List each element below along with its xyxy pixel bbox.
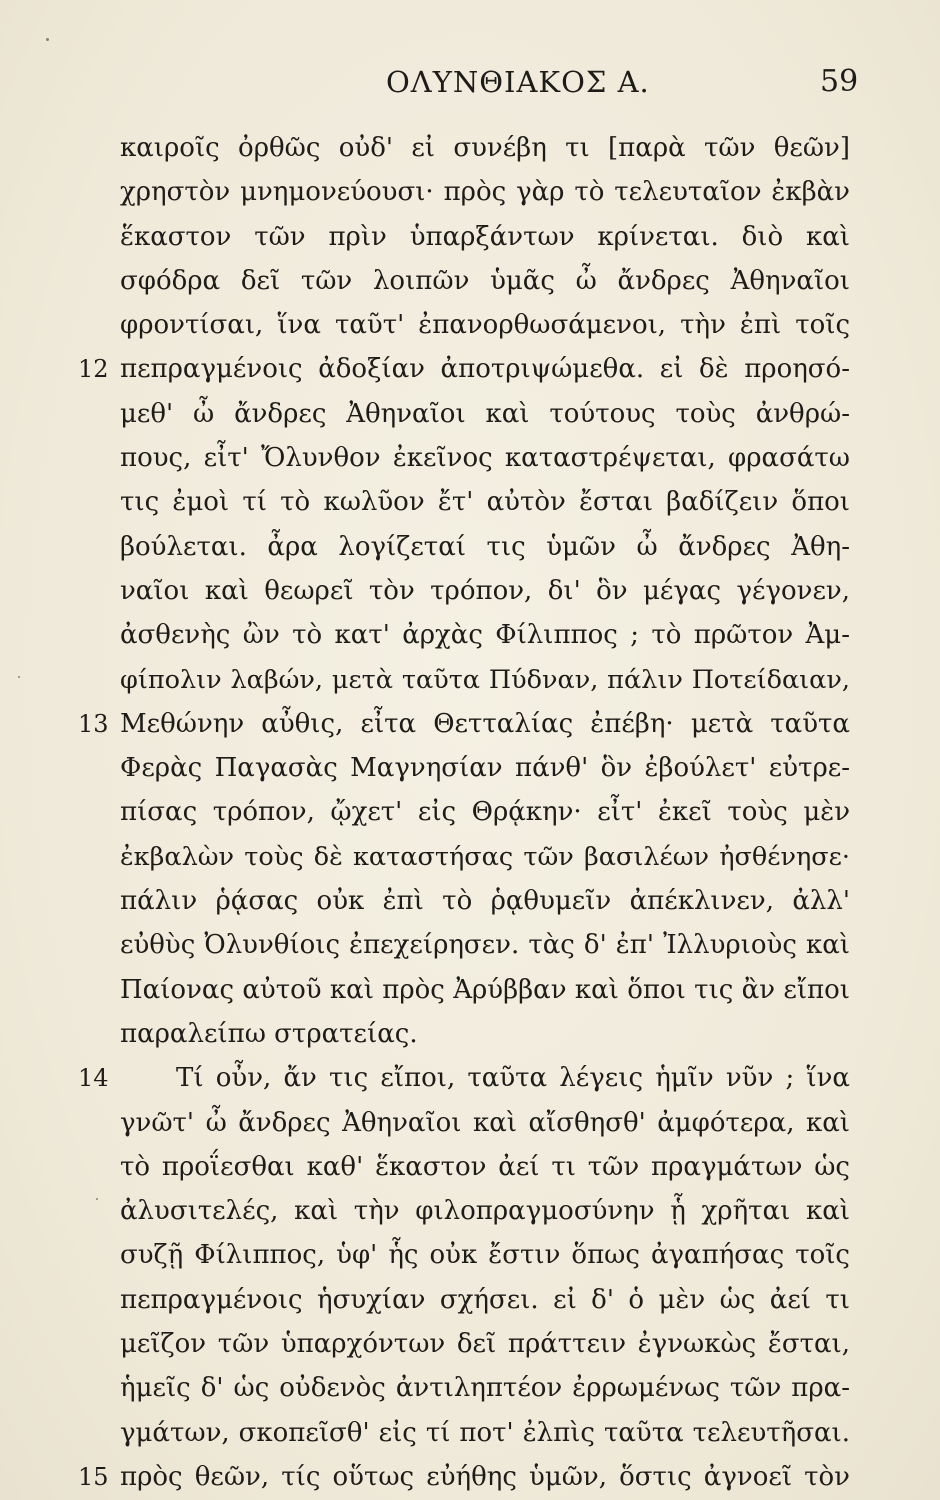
line-text: γνῶτ' ὦ ἄνδρες Ἀθηναῖοι καὶ αἴσθησθ' ἀμφότερα, καὶ <box>120 1107 850 1138</box>
text-line <box>120 923 850 967</box>
text-line <box>120 1233 850 1277</box>
line-text: πεπραγμένοις ἡσυχίαν σχήσει. εἰ δ' ὁ μὲν ὡς ἀεί τι <box>120 1284 850 1315</box>
line-text: ἀλυσιτελές, καὶ τὴν φιλοπραγμοσύνην ᾗ χρῆται καὶ <box>120 1196 850 1227</box>
text-line <box>120 658 850 702</box>
line-text: ἀσθενὴς ὢν τὸ κατ' ἀρχὰς Φίλιππος ; τὸ πρῶτον Ἀμ- <box>120 620 850 651</box>
line-text: συζῇ Φίλιππος, ὑφ' ἧς οὐκ ἔστιν ὅπως ἀγαπήσας τοῖς <box>120 1240 850 1271</box>
text-line <box>120 879 850 923</box>
text-line <box>120 215 850 259</box>
text-line <box>78 1056 850 1100</box>
line-text: πεπραγμένοις ἀδοξίαν ἀποτριψώμεθα. εἰ δὲ προησό- <box>120 354 850 385</box>
line-text: ἕκαστον τῶν πρὶν ὑπαρξάντων κρίνεται. διὸ καὶ <box>120 221 850 252</box>
section-number: 12 <box>78 355 109 384</box>
page-number: 59 <box>820 64 859 99</box>
text-line <box>120 1145 850 1189</box>
text-line <box>120 1278 850 1322</box>
text-line <box>120 259 850 303</box>
line-text: καιροῖς ὀρθῶς οὐδ' εἰ συνέβη τι [παρὰ τῶν θεῶν] <box>120 133 850 163</box>
text-line <box>120 126 850 170</box>
line-text: ἐκβαλὼν τοὺς δὲ καταστήσας τῶν βασιλέων ἠσθένησε· <box>120 841 850 872</box>
paper-speck <box>46 38 49 41</box>
text-line <box>120 1101 850 1145</box>
text-line <box>120 613 850 657</box>
paper-speck <box>96 1198 98 1200</box>
line-text: σφόδρα δεῖ τῶν λοιπῶν ὑμᾶς ὦ ἄνδρες Ἀθηναῖοι <box>120 265 850 296</box>
line-text: μεῖζον τῶν ὑπαρχόντων δεῖ πράττειν ἐγνωκὼς ἔσται, <box>120 1329 850 1360</box>
line-text: τὸ προΐεσθαι καθ' ἕκαστον ἀεί τι τῶν πραγμάτων ὡς <box>120 1151 850 1182</box>
running-title: ΟΛΥΝΘΙΑΚΟΣ Α. <box>386 65 650 99</box>
text-line <box>120 436 850 480</box>
text-line <box>120 1366 850 1410</box>
line-text: μεθ' ὦ ἄνδρες Ἀθηναῖοι καὶ τούτους τοὺς ἀνθρώ- <box>120 398 850 429</box>
section-number: 13 <box>78 709 109 738</box>
text-line <box>120 1012 850 1056</box>
line-text: Τί οὖν, ἄν τις εἴποι, ταῦτα λέγεις ἡμῖν νῦν ; ἵνα <box>176 1063 850 1094</box>
text-line <box>120 746 850 790</box>
line-text: Παίονας αὐτοῦ καὶ πρὸς Ἀρύββαν καὶ ὅποι τις ἂν εἴποι <box>120 974 850 1005</box>
line-text: πους, εἶτ' Ὄλυνθον ἐκεῖνος καταστρέψεται, φρασάτω <box>120 443 850 474</box>
text-line <box>120 392 850 436</box>
text-line <box>120 480 850 524</box>
section-number: 15 <box>78 1462 109 1491</box>
text-line <box>78 347 850 391</box>
text-line <box>78 702 850 746</box>
line-text: ναῖοι καὶ θεωρεῖ τὸν τρόπον, δι' ὃν μέγας γέγονεν, <box>120 575 850 606</box>
line-text: τις ἐμοὶ τί τὸ κωλῦον ἔτ' αὐτὸν ἔσται βαδίζειν ὅποι <box>120 487 850 518</box>
text-line <box>120 1189 850 1233</box>
running-head <box>0 62 940 102</box>
text-line <box>78 1455 850 1499</box>
line-text: Φερὰς Παγασὰς Μαγνησίαν πάνθ' ὃν ἐβούλετ' εὐτρε- <box>120 753 850 784</box>
text-line <box>120 525 850 569</box>
line-text: φροντίσαι, ἵνα ταῦτ' ἐπανορθωσάμενοι, τὴν ἐπὶ τοῖς <box>120 310 850 341</box>
section-number: 14 <box>78 1064 109 1093</box>
text-line <box>120 1411 850 1455</box>
line-text: πρὸς θεῶν, τίς οὕτως εὐήθης ὑμῶν, ὅστις ἀγνοεῖ τὸν <box>120 1461 850 1492</box>
text-line <box>120 170 850 214</box>
line-text: παραλείπω στρατείας. <box>120 1018 418 1049</box>
line-text: φίπολιν λαβών, μετὰ ταῦτα Πύδναν, πάλιν Ποτείδαιαν, <box>120 664 850 695</box>
line-text: πάλιν ῥᾴσας οὐκ ἐπὶ τὸ ῥᾳθυμεῖν ἀπέκλινεν, ἀλλ' <box>120 886 850 917</box>
text-line <box>120 1322 850 1366</box>
line-text: βούλεται. ἆρα λογίζεταί τις ὑμῶν ὦ ἄνδρες Ἀθη- <box>120 531 850 562</box>
text-line <box>120 790 850 834</box>
text-line <box>120 968 850 1012</box>
text-line <box>120 835 850 879</box>
line-text: Μεθώνην αὖθις, εἶτα Θετταλίας ἐπέβη· μετὰ ταῦτα <box>120 708 850 739</box>
line-text: γμάτων, σκοπεῖσθ' εἰς τί ποτ' ἐλπὶς ταῦτα τελευτῆσαι. <box>120 1417 850 1448</box>
text-line <box>120 303 850 347</box>
greek-text-body <box>78 126 850 1499</box>
text-line <box>120 569 850 613</box>
line-text: χρηστὸν μνημονεύουσι· πρὸς γὰρ τὸ τελευταῖον ἐκβὰν <box>120 177 850 208</box>
line-text: πίσας τρόπον, ᾤχετ' εἰς Θρᾴκην· εἶτ' ἐκεῖ τοὺς μὲν <box>120 797 850 828</box>
line-text: ἡμεῖς δ' ὡς οὐδενὸς ἀντιληπτέον ἐρρωμένως τῶν πρα- <box>120 1373 850 1404</box>
paper-speck <box>18 676 20 678</box>
line-text: εὐθὺς Ὀλυνθίοις ἐπεχείρησεν. τὰς δ' ἐπ' Ἰλλυριοὺς καὶ <box>120 930 850 961</box>
